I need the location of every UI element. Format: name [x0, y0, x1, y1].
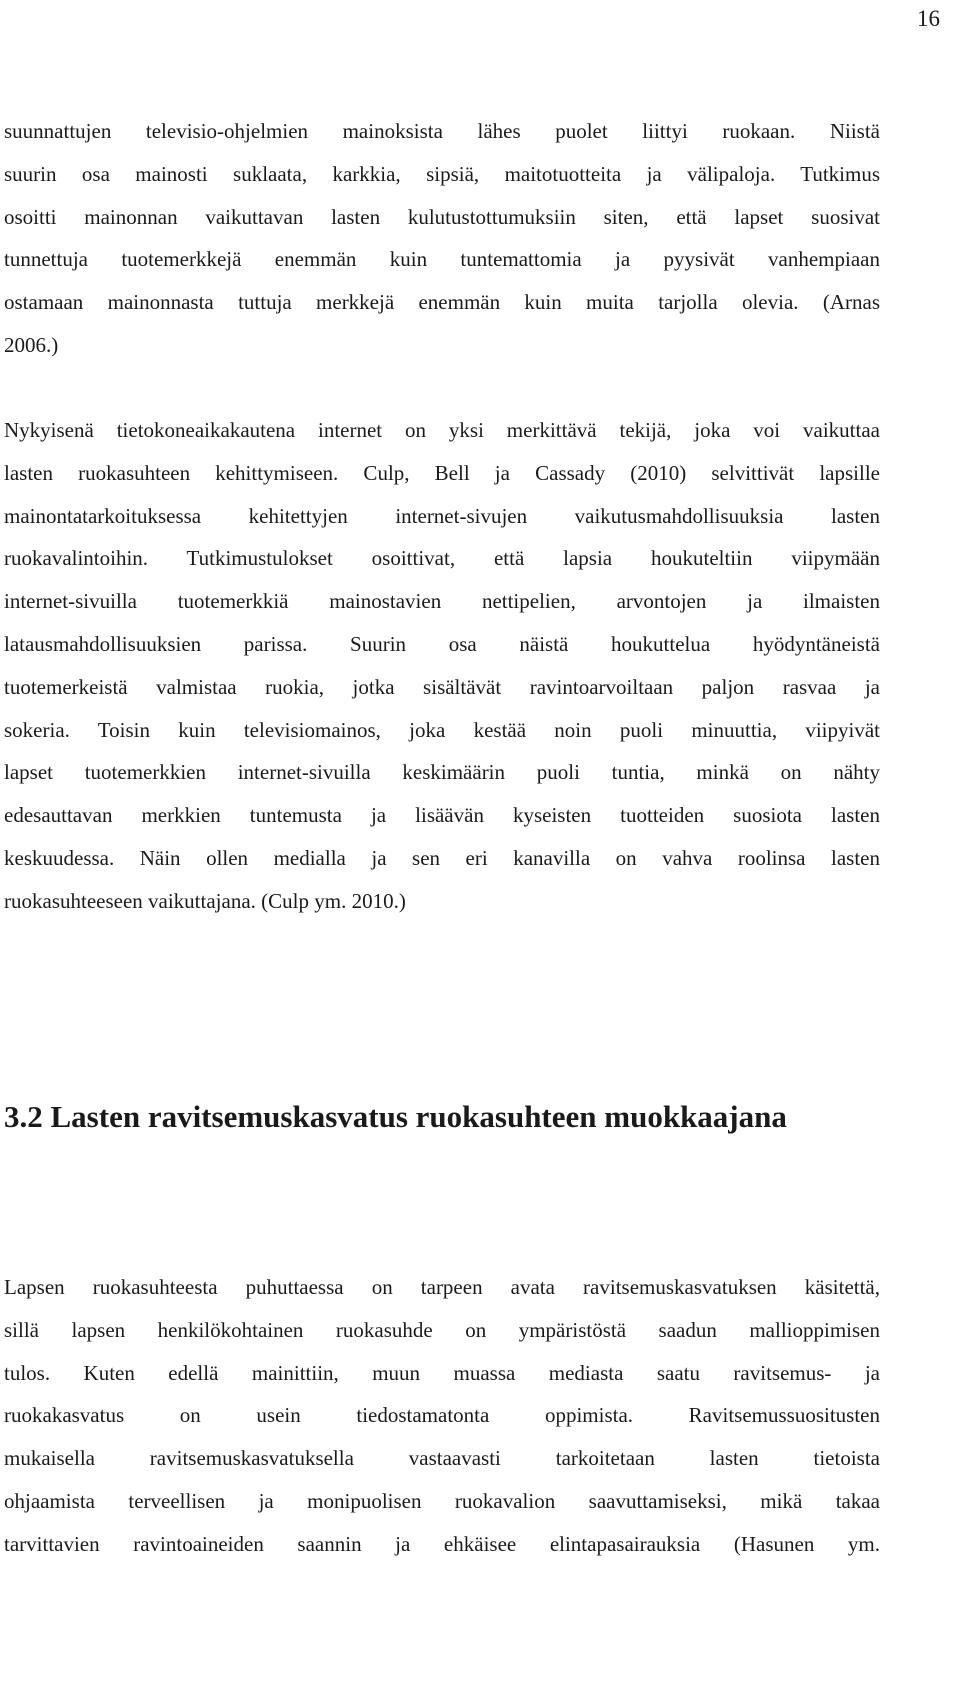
- paragraph-nutrition-education: [4, 1266, 880, 1566]
- text-line: tuotemerkeistä valmistaa ruokia, jotka sisältävät ravintoarvoiltaan paljon rasvaa ja: [4, 674, 880, 699]
- text-line: 2006.): [4, 332, 59, 357]
- paragraph-internet-influence: [4, 409, 880, 923]
- text-line: mukaisella ravitsemuskasvatuksella vastaavasti tarkoitetaan lasten tietoista: [4, 1446, 880, 1471]
- text-line: lapset tuotemerkkien internet-sivuilla keskimäärin puoli tuntia, minkä on nähty: [4, 760, 880, 785]
- text-line: suunnattujen televisio-ohjelmien mainoksista lähes puolet liittyi ruokaan. Niistä: [4, 119, 880, 143]
- section-heading: 3.2 Lasten ravitsemuskasvatus ruokasuhteen muokkaajana: [4, 1099, 787, 1134]
- paragraph-advertising-study: [4, 110, 880, 367]
- text-line: ohjaamista terveellisen ja monipuolisen ruokavalion saavuttamiseksi, mikä takaa: [4, 1488, 880, 1513]
- text-line: keskuudessa. Näin ollen medialla ja sen eri kanavilla on vahva roolinsa lasten: [4, 845, 880, 870]
- text-line: sillä lapsen henkilökohtainen ruokasuhde on ympäristöstä saadun mallioppimisen: [4, 1317, 880, 1342]
- text-line: mainontatarkoituksessa kehitettyjen internet-sivujen vaikutusmahdollisuuksia lasten: [4, 503, 880, 528]
- text-line: osoitti mainonnan vaikuttavan lasten kulutustottumuksiin siten, että lapset suosivat: [4, 204, 880, 229]
- text-line: ostamaan mainonnasta tuttuja merkkejä enemmän kuin muita tarjolla olevia. (Arnas: [4, 290, 880, 315]
- text-line: Nykyisenä tietokoneaikakautena internet on yksi merkittävä tekijä, joka voi vaikuttaa: [4, 418, 880, 442]
- text-line: ruokakasvatus on usein tiedostamatonta oppimista. Ravitsemussuositusten: [4, 1403, 880, 1428]
- text-line: edesauttavan merkkien tuntemusta ja lisäävän kyseisten tuotteiden suosiota lasten: [4, 803, 880, 828]
- text-line: internet-sivuilla tuotemerkkiä mainostavien nettipelien, arvontojen ja ilmaisten: [4, 589, 880, 614]
- text-line: suurin osa mainosti suklaata, karkkia, sipsiä, maitotuotteita ja välipaloja. Tutkimus: [4, 161, 880, 186]
- text-line: lasten ruokasuhteen kehittymiseen. Culp, Bell ja Cassady (2010) selvittivät lapsille: [4, 460, 880, 485]
- text-line: tunnettuja tuotemerkkejä enemmän kuin tuntemattomia ja pyysivät vanhempiaan: [4, 247, 880, 272]
- text-line: tulos. Kuten edellä mainittiin, muun muassa mediasta saatu ravitsemus- ja: [4, 1360, 880, 1385]
- text-line: tarvittavien ravintoaineiden saannin ja ehkäisee elintapasairauksia (Hasunen ym.: [4, 1531, 880, 1556]
- text-line: latausmahdollisuuksien parissa. Suurin osa näistä houkuttelua hyödyntäneistä: [4, 631, 880, 656]
- text-line: Lapsen ruokasuhteesta puhuttaessa on tarpeen avata ravitsemuskasvatuksen käsitettä,: [4, 1275, 880, 1299]
- text-line: sokeria. Toisin kuin televisiomainos, joka kestää noin puoli minuuttia, viipyivät: [4, 717, 880, 742]
- text-line: ruokavalintoihin. Tutkimustulokset osoittivat, että lapsia houkuteltiin viipymään: [4, 546, 880, 571]
- page-number: 16: [917, 6, 940, 31]
- text-line: ruokasuhteeseen vaikuttajana. (Culp ym. 2010.): [4, 888, 406, 913]
